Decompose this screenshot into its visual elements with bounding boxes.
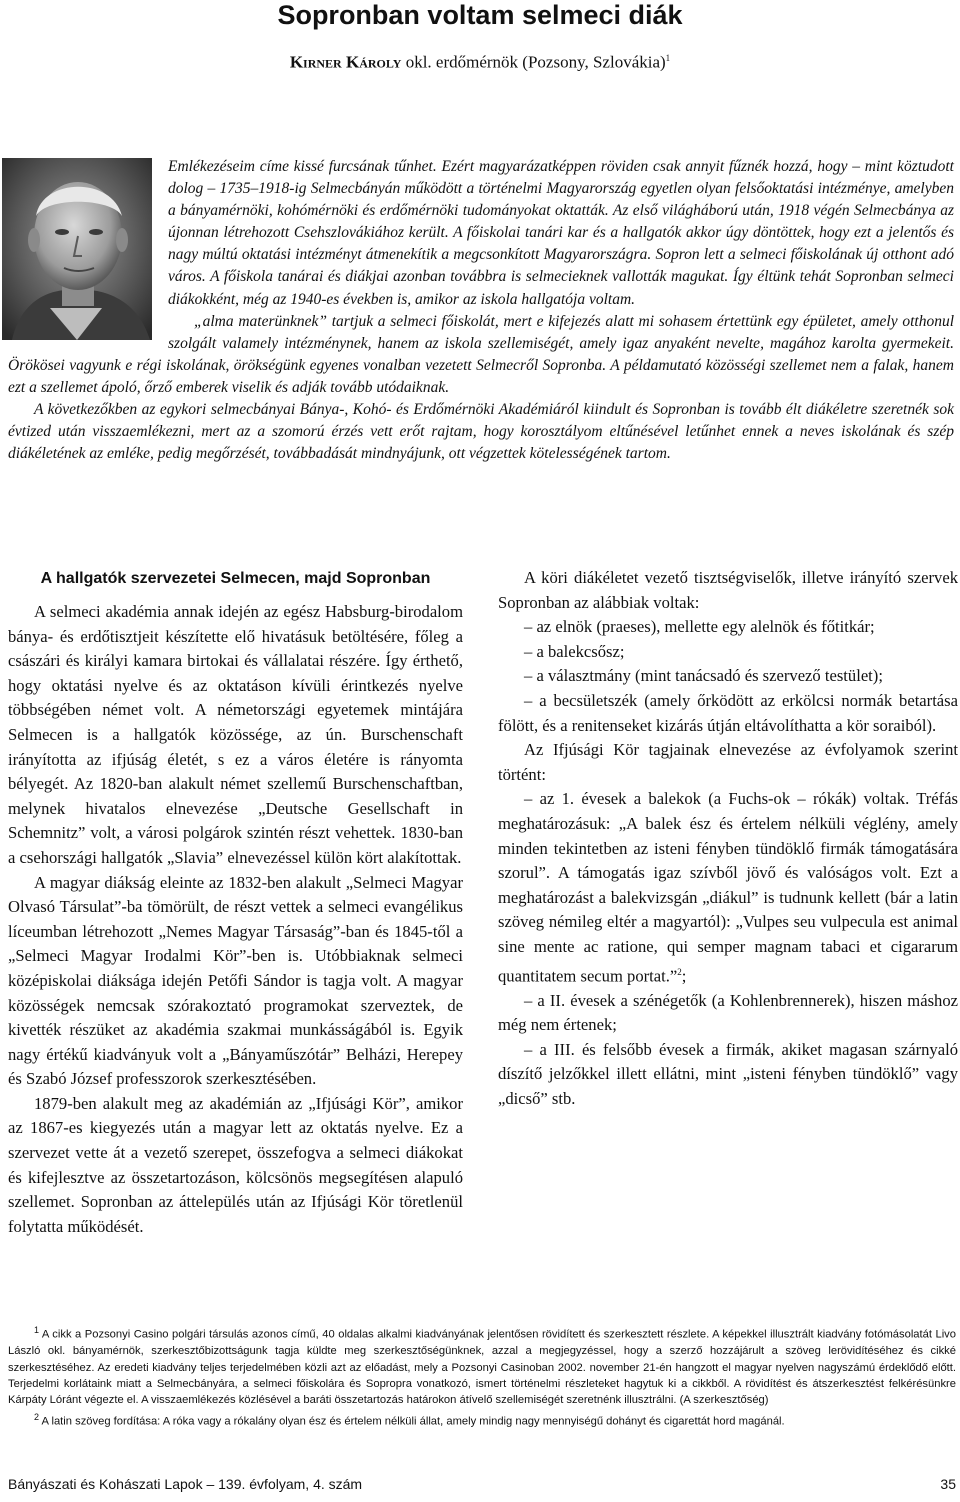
intro-paragraph: „alma materünknek” tartjuk a selmeci főiskolát, mert e kifejezés alatt mi sohasem értettünk egy épületet, amely otthonul szolgált valamely intézménynek, hanem az iskola szellemiségét, amely igaz anyaként nevelte, magához karolta gyermekeit. Örökösei vagyunk e régi iskolának, örökségünk egyenes vonalban vezetett Selmecről Sopronba. A példamutató közösségi szellemet nem a falak, hanem ezt a szellemet ápoló, őrző emberek viselik és adják tovább utódaiknak.: [8, 312, 954, 396]
footnote-marker: 1: [34, 1325, 40, 1335]
list-item: – a II. évesek a szénégetők (a Kohlenbrennerek), hiszen máshoz még nem értenek;: [498, 990, 958, 1035]
list-item-text: – az 1. évesek a balekok (a Fuchs-ok – rókák) voltak. Tréfás meghatározásuk: „A balek ész és értelem nélküli véglény, amely minden tekintetben az isteni fényben tündöklő firmák támogatására szorul”. A támogatás igaz szívből jövő és valóságos volt. Ezt a meghatározást a balekvizsgán „diákul” is tudnunk kellett (bár a latin szöveg némileg eltér a magyartól): „Vulpes seu vulpecula est animal sine mente ac ratione, qui semper magnam tabaci et cigararum quantitatem secum portat.”: [498, 789, 958, 986]
byline: [0, 48, 960, 73]
intro-paragraph: Emlékezéseim címe kissé furcsának tűnhet. Ezért magyarázatképpen röviden csak annyit fűznék hozzá, hogy – mint köztudott dolog – 1735–1918-ig Selmecbányán működött a történelmi Magyarország egyetlen olyan felsőoktatási intézménye, amelyben a bányamérnöki, kohómérnöki és erdőmérnöki tudományokat oktatták. Az első világháború után, 1918 végén Selmecbánya az újonnan létrehozott Csehszlovákiához került. A főiskolai tanári kar és a hallgatók akkor úgy döntöttek, hogy ezt a jelentős és nagy múltú oktatási intézményt átmenekítik a megcsonkított Magyarországra. Sopron lett a selmeci főiskolának új otthont adó város. A főiskola tanárai és diákjai azonban továbbra is selmecieknek vallották magukat. Így éltünk tehát Sopronban selmeci diákokként, még az 1940-es években is, amikor az iskola hallgatója voltam.: [168, 158, 954, 308]
list-item: – a balekcsősz;: [524, 641, 625, 661]
footnote-text: A cikk a Pozsonyi Casino polgári társulás azonos című, 40 oldalas alkalmi kiadványának jelentősen rövidített és szerkesztett részlete. A képekkel illusztrált kiadvány fotómásolatát Livo László okl. bányamérnök, szerkesztőbizottságunk tagja küldte meg szerkesztőségünknek, azzal a megjegyzéssel, hogy a szerző hozzájárult a szöveg lerövidítéséhez és cikké szerkesztéséhez. Az eredeti kiadvány teljes terjedelmében közli azt az előadást, mely a Pozsonyi Casinoban 2002. november 21-én hangzott el magyar nyelven nagyszámú érdeklődő előtt. Terjedelmi korlátaink miatt a Selmecbányára, a selmeci főiskolára és Soproрra vonatkozó, ismert történelmi részleteket hagytuk ki a cikkből. A rövidítést és átszerkesztést felkérésünkre Kárpáty Lóránt végezte el. A visszaemlékezés közlésével a baráti összetartozás határokon átívelő szellemiségét szeretnénk illusztrálni. (A szerkesztőség): [8, 1328, 956, 1407]
list-item: – a becsületszék (amely őrködött az erkölcsi normák betartása fölött, és a renitenseket kizárás útján eltávolíthatta a kör soraiból).: [498, 690, 958, 735]
right-column: [498, 566, 958, 1112]
footnote-marker: 2: [34, 1411, 40, 1422]
section-heading: A hallgatók szervezetei Selmecen, majd Sopronban: [40, 570, 431, 587]
page-title: Sopronban voltam selmeci diák: [277, 0, 683, 30]
list-item: – az elnök (praeses), mellette egy alelnök és főtitkár;: [524, 617, 875, 637]
body-paragraph: A magyar diákság eleinte az 1832-ben alakult „Selmeci Magyar Olvasó Társulat”-ba tömörült, de részt vettek a selmeci evangélikus líceumban létrehozott „Nemes Magyar Társaság”-ban és 1845-től a „Selmeci Magyar Irodalmi Kör”-ben is. Utóbbiaknak selmeci középiskolai diáksága idején Petőfi Sándor is tagja volt. A magyar közösségek nemcsak szórakoztató programokat szerveztek, de kivették részüket az akadémia szakmai munkásságából is. Egyik nagy értékű kiadványuk volt a „Bányaműszótár” Belházi, Herepey és Szabó József professzorok szerkesztésében.: [8, 872, 463, 1089]
body-paragraph: Az Ifjúsági Kör tagjainak elnevezése az évfolyamok szerint történt:: [498, 740, 958, 784]
list-item: – a választmány (mint tanácsadó és szervező testület);: [524, 666, 883, 686]
journal-name: Bányászati és Kohászati Lapok – 139. évfolyam, 4. szám: [8, 1476, 363, 1492]
body-paragraph: A köri diákéletet vezető tisztségviselők, illetve irányító szervek Sopronban az alábbiak voltak:: [498, 568, 958, 612]
list-item: – a III. és felsőbb évesek a firmák, akiket magasan szárnyaló díszítő jelzőkkel illett ellátni, mint „isteni fényben tündöklő” vagy „dicső” stb.: [498, 1039, 958, 1108]
footnote-ref-2: 2: [677, 966, 682, 977]
intro-paragraph: A következőkben az egykori selmecbányai Bánya-, Kohó- és Erdőmérnöki Akadémiáról kiindult és Sopronban is tovább élt diákéletre szeretnék sok évtized után visszaemlékezni, mert az a szomorú érzés vett erőt rajtam, hogy korosztályom eltűnésével letűnhet ennek a neves iskolának és szép diákéletének az emléke, pedig megőrzését, továbbadását mindnyájunk, ott végzettek kötelességének tartom.: [8, 401, 954, 463]
body-paragraph: A selmeci akadémia annak idején az egész Habsburg-birodalom bánya- és erdőtisztjeit készítette elő hivatásuk betöltésére, főleg a császári és királyi kamara birtokai és vállalatai részére. Így érthető, hogy oktatási nyelve és az oktatáson kívüli érintkezés nyelve többségében német volt. A németországi egyetemek mintájára Selmecen is a hallgatók közössége, az ún. Burschenschaft irányította az ifjúság életét, s ez a város életére is rányomta bélyegét. Az 1820-ban alakult német szellemű Burschenschaftban, melynek hivatalos elnevezése „Deutsche Gesellschaft in Schemnitz” volt, a városi polgárok szintén részt vehettek. 1830-ban a csehországi hallgatók „Slavia” elnevezéssel külön kört alakítottak.: [8, 602, 463, 867]
footnote-1: [8, 1322, 956, 1409]
intro-text: [8, 156, 954, 465]
footnote-ref-1: 1: [665, 53, 671, 63]
left-column: [8, 568, 463, 1239]
body-paragraph: 1879-ben alakult meg az akadémián az „Ifjúsági Kör”, amikor az 1867-es kiegyezés után a magyar lett az oktatás nyelve. Ez a szervezet vette át a vezető szerepet, összefogva a selmeci diákokat és kifejlesztve az összetartozáson, kölcsönös megsegítésen alapuló szellemet. Sopronban az áttelepülés után az Ifjúsági Kör töretlenül folytatta működését.: [8, 1093, 463, 1236]
list-item: – az 1. évesek a balekok (a Fuchs-ok – rókák) voltak. Tréfás meghatározásuk: „A balek ész és értelem nélküli véglény, amely minden tekintetben az isteni fényben tündöklő firmák támogatására szorul”. A támogatás igaz szívből jövő és valóságos volt. Ezt a meghatározást a balekvizsgán „diákul” is tudnunk kellett (bár a latin szöveg némileg eltér a magyartól): „Vulpes seu vulpecula est animal sine mente ac ratione, qui semper magnam tabaci et cigararum quantitatem secum portat.”$^2$;: [498, 789, 958, 986]
footnote-2: [8, 1409, 956, 1430]
author-name: Kirner Károly: [289, 52, 402, 72]
footnote-text: A latin szöveg fordítása: A róka vagy a rókalány olyan ész és értelem nélküli állat, amely mindig nagy mennyiségű dohányt és cigarettát hord magánál.: [41, 1415, 785, 1428]
page-number: 35: [940, 1476, 956, 1492]
footnotes: [8, 1322, 956, 1430]
author-affiliation: okl. erdőmérnök (Pozsony, Szlovákia): [401, 52, 666, 72]
